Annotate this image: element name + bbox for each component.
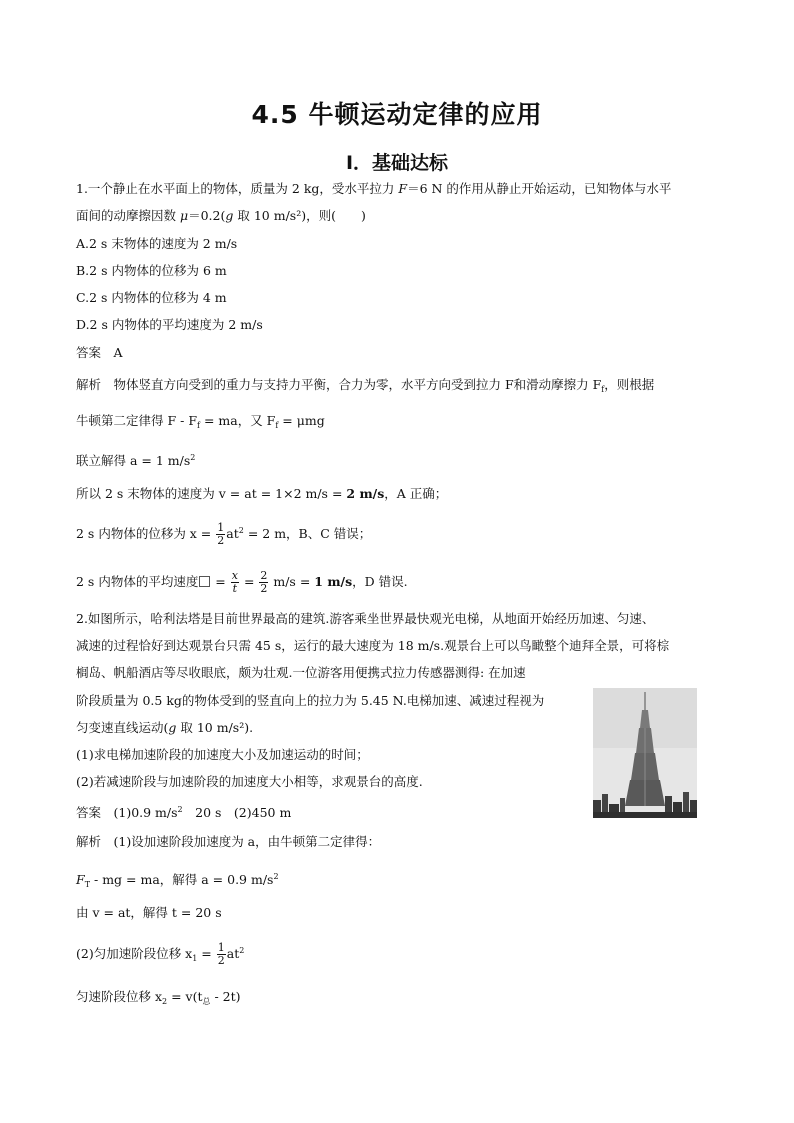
burj-khalifa-photo: [593, 688, 697, 818]
q1-option-b: B.2 s 内物体的位移为 6 m: [76, 263, 227, 278]
fraction-two-over-two: $\frac{2}{2}$: [260, 569, 268, 595]
q2-answer: 答案 (1)0.9 $m/s^2$ 20 s (2)450 m: [76, 805, 292, 820]
fraction-half-2: $\frac{1}{2}$: [217, 941, 225, 967]
q2-subquestion-2: (2)若减速阶段与加速阶段的加速度大小相等，求观景台的高度.: [76, 774, 423, 789]
q2-analysis-line-4: (2)匀加速阶段位移 $x_1$ = $\frac{1}{2}$ $at^2$: [76, 941, 245, 967]
fraction-half: $\frac{1}{2}$: [217, 521, 225, 547]
q1-option-c: C.2 s 内物体的位移为 4 m: [76, 290, 227, 305]
q2-subquestion-1: (1)求电梯加速阶段的加速度大小及加速运动的时间；: [76, 747, 369, 762]
city-ground: [593, 812, 697, 818]
q2-analysis-line-1: 解析 (1)设加速阶段加速度为 a，由牛顿第二定律得：: [76, 834, 381, 849]
q2-analysis-line-2: $F_T$ - mg = ma，解得 a = 0.9 $m/s^2$: [76, 872, 279, 889]
q2-analysis-line-3: 由 v = at，解得 t = 20 s: [76, 905, 222, 920]
q1-analysis-line-1: 解析 物体竖直方向受到的重力与支持力平衡，合力为零，水平方向受到拉力 F和滑动摩擦力 $F_f$，则根据: [76, 377, 655, 394]
q1-option-a: A.2 s 末物体的速度为 2 m/s: [76, 236, 238, 251]
q1-stem-line-1: 1.一个静止在水平面上的物体，质量为 2 kg，受水平拉力 F＝6 N 的作用从静止开始运动，已知物体与水平: [76, 181, 672, 196]
fraction-x-over-t: $\frac{x}{t}$: [231, 569, 238, 595]
q2-stem-line-3: 榈岛、帆船酒店等尽收眼底，颇为壮观.一位游客用便携式拉力传感器测得: 在加速: [76, 665, 526, 680]
q2-stem-line-5: 匀变速直线运动(g 取 10 m/s²).: [76, 720, 254, 735]
q2-stem-line-4: 阶段质量为 0.5 kg的物体受到的竖直向上的拉力为 5.45 N.电梯加速、减速过程视为: [76, 693, 545, 708]
average-velocity-symbol: [199, 576, 210, 587]
q2-analysis-line-5: 匀速阶段位移 $x_2 = v(t_总 - 2t)$: [76, 989, 241, 1006]
q1-analysis-line-3: 联立解得 a = 1 $m/s^2$: [76, 453, 196, 468]
q1-analysis-line-6: 2 s 内物体的平均速度 = $\frac{x}{t}$ = $\frac{2}{2}$ m/s = 1 m/s，D 错误.: [76, 569, 408, 595]
q1-stem-line-2: 面间的动摩擦因数 μ＝0.2(g 取 10 m/s²)，则( ): [76, 208, 366, 223]
q2-stem-line-1: 2.如图所示，哈利法塔是目前世界最高的建筑.游客乘坐世界最快观光电梯，从地面开始经历加速、匀速、: [76, 611, 655, 626]
q1-option-d: D.2 s 内物体的平均速度为 2 m/s: [76, 317, 263, 332]
q1-answer: 答案 A: [76, 345, 123, 360]
section-heading: Ⅰ．基础达标: [345, 152, 449, 174]
q1-analysis-line-5: 2 s 内物体的位移为 x = $\frac{1}{2}$ $at^2 = 2$ m，B、C 错误；: [76, 521, 372, 547]
q1-analysis-line-2: 牛顿第二定律得 F - $F_f$ = ma，又 $F_f = \mu mg$: [76, 413, 325, 430]
q1-analysis-line-4: 所以 2 s 末物体的速度为 v = at = 1×2 m/s = 2 m/s，A 正确；: [76, 486, 448, 501]
page-title: 4.5 牛顿运动定律的应用: [251, 100, 543, 129]
q2-stem-line-2: 减速的过程恰好到达观景台只需 45 s，运行的最大速度为 18 m/s.观景台上可以鸟瞰整个迪拜全景，可将棕: [76, 638, 670, 653]
